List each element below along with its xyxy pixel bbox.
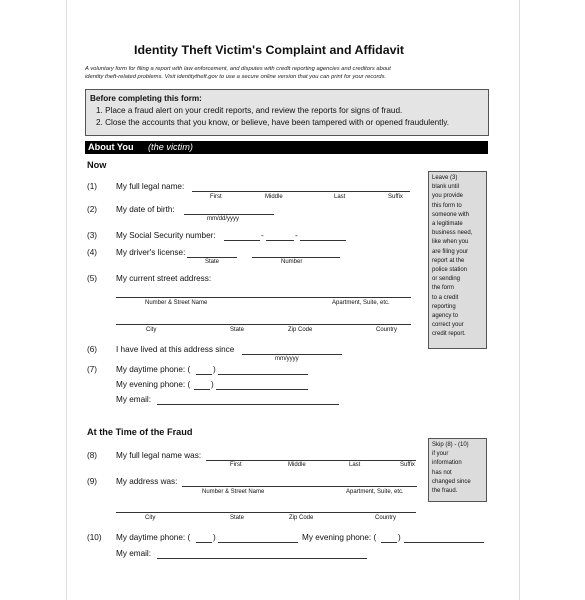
q1-number: (1) — [87, 182, 98, 191]
q7-number: (7) — [87, 365, 98, 374]
q6-number: (6) — [87, 345, 98, 354]
since-format-caption: mm/yyyy — [275, 356, 299, 362]
q8-label: My full legal name was: — [116, 451, 202, 460]
past-evening-phone-field[interactable] — [404, 542, 484, 543]
before-item-1: 1. Place a fraud alert on your credit reports, and review the reports for signs of fraud. — [96, 106, 403, 115]
skip-note-line: Skip (8) - (10) — [432, 442, 469, 448]
q7-email-label: My email: — [116, 395, 152, 404]
leave-note-line: are filing your — [432, 248, 469, 255]
past-daytime-close-paren: ) — [213, 533, 216, 542]
q10-evening-label: My evening phone: ( — [302, 533, 377, 542]
past-zip-caption: Zip Code — [289, 515, 314, 521]
license-number-field[interactable] — [252, 257, 340, 258]
past-state-caption: State — [230, 515, 245, 521]
leave-note-line: this form to — [432, 202, 462, 209]
before-item-2: 2. Close the accounts that you know, or believe, have been tampered with or opened fraudulently. — [96, 118, 450, 127]
leave-note-line: blank until — [432, 184, 460, 191]
q9-number: (9) — [87, 477, 98, 486]
street-address-field[interactable] — [116, 297, 411, 298]
dob-field[interactable] — [184, 214, 274, 215]
leave-note-line: agency to — [432, 313, 459, 320]
middle-caption: Middle — [265, 194, 283, 200]
skip-note-line: changed since — [432, 478, 471, 485]
affidavit-page — [70, 30, 510, 600]
document-title: Identity Theft Victim's Complaint and Affidavit — [134, 43, 405, 57]
about-you-bar — [85, 141, 488, 154]
q9-label: My address was: — [116, 477, 178, 486]
apt-caption: Apartment, Suite, etc. — [332, 300, 390, 306]
skip-note-line: has not — [432, 469, 452, 476]
zip-caption: Zip Code — [288, 327, 313, 333]
q2-label: My date of birth: — [116, 205, 175, 214]
past-street-field[interactable] — [182, 486, 417, 487]
daytime-close-paren: ) — [213, 365, 216, 374]
leave-note-line: report at the — [432, 257, 465, 264]
past-first-caption: First — [230, 462, 242, 468]
leave-note-lines — [432, 174, 483, 340]
evening-close-paren: ) — [211, 380, 214, 389]
past-city-caption: City — [145, 515, 156, 521]
license-number-caption: Number — [281, 259, 303, 265]
leave-note-line: reporting — [432, 303, 456, 310]
leave-note-line: to a credit — [432, 294, 459, 301]
leave-note-line: business need, — [432, 230, 473, 237]
past-daytime-phone-field[interactable] — [218, 542, 298, 543]
leave-note-line: police station — [432, 267, 468, 274]
q10-email-label: My email: — [116, 549, 152, 558]
ssn-part-2[interactable] — [266, 240, 294, 241]
q6-label: I have lived at this address since — [116, 345, 235, 354]
q7-daytime-label: My daytime phone: ( — [116, 365, 191, 374]
leave-note-line: or sending — [432, 276, 461, 283]
q7-evening-label: My evening phone: ( — [116, 380, 191, 389]
legal-name-field[interactable] — [192, 191, 410, 192]
past-middle-caption: Middle — [288, 462, 306, 468]
page-edge-left — [66, 0, 67, 600]
now-heading: Now — [87, 160, 107, 170]
lived-since-field[interactable] — [242, 354, 342, 355]
q2-number: (2) — [87, 205, 98, 214]
leave-blank-note — [428, 171, 487, 349]
about-you-paren: (the victim) — [148, 142, 193, 152]
q10-daytime-label: My daytime phone: ( — [116, 533, 191, 542]
q1-label: My full legal name: — [116, 182, 185, 191]
leave-note-line: a legitimate — [432, 221, 463, 228]
intro-line-1: A voluntary form for filing a report with law enforcement, and disputes with credit reporting agencies and creditors about — [85, 66, 391, 72]
suffix-caption: Suffix — [388, 194, 403, 200]
q3-label: My Social Security number: — [116, 231, 216, 240]
intro-line-2: identity theft-related problems. Visit identitytheft.gov to use a secure online version that you can print for your records. — [85, 74, 387, 80]
leave-note-line: correct your — [432, 322, 464, 329]
q5-number: (5) — [87, 274, 98, 283]
ssn-part-3[interactable] — [300, 240, 346, 241]
before-heading: Before completing this form: — [90, 94, 202, 103]
skip-note-lines — [432, 441, 483, 496]
daytime-area-code-field[interactable] — [196, 374, 212, 375]
leave-note-line: the form — [432, 285, 455, 292]
first-caption: First — [210, 194, 222, 200]
skip-note-line: if your — [432, 451, 449, 458]
last-caption: Last — [334, 194, 346, 200]
city-caption: City — [146, 327, 157, 333]
q10-number: (10) — [87, 533, 102, 542]
past-city-state-zip-field[interactable] — [116, 512, 416, 513]
about-you-label: About You — [88, 142, 134, 152]
country-caption: Country — [376, 327, 398, 333]
past-email-field[interactable] — [157, 558, 367, 559]
state-caption: State — [230, 327, 245, 333]
past-evening-area-code-field[interactable] — [381, 542, 397, 543]
past-apt-caption: Apartment, Suite, etc. — [346, 489, 404, 495]
evening-area-code-field[interactable] — [194, 389, 210, 390]
past-daytime-area-code-field[interactable] — [196, 542, 212, 543]
before-completing-box — [85, 89, 489, 136]
skip-note-line: the fraud. — [432, 488, 458, 495]
leave-note-line: you provide — [432, 193, 464, 200]
past-last-caption: Last — [349, 462, 361, 468]
leave-note-line: someone with — [432, 211, 470, 218]
fraud-heading: At the Time of the Fraud — [87, 427, 193, 437]
city-state-zip-field[interactable] — [116, 324, 411, 325]
skip-note — [428, 438, 487, 502]
q3-number: (3) — [87, 231, 98, 240]
past-country-caption: Country — [375, 515, 397, 521]
street-caption: Number & Street Name — [145, 300, 208, 306]
leave-note-line: like when you — [432, 239, 469, 246]
license-state-field[interactable] — [187, 257, 237, 258]
past-name-field[interactable] — [206, 460, 416, 461]
q8-number: (8) — [87, 451, 98, 460]
ssn-dash-1: - — [261, 231, 264, 240]
email-field[interactable] — [157, 404, 339, 405]
dob-format-caption: mm/dd/yyyy — [207, 216, 240, 222]
evening-phone-field[interactable] — [216, 389, 308, 390]
ssn-dash-2: - — [295, 231, 298, 240]
past-evening-close-paren: ) — [398, 533, 401, 542]
daytime-phone-field[interactable] — [218, 374, 308, 375]
q4-label: My driver's license: — [116, 248, 186, 257]
past-street-caption: Number & Street Name — [202, 489, 265, 495]
leave-note-line: credit report. — [432, 331, 466, 338]
skip-note-line: information — [432, 460, 462, 467]
license-state-caption: State — [205, 259, 220, 265]
leave-note-line: Leave (3) — [432, 175, 458, 181]
page-edge-right — [519, 0, 520, 600]
past-suffix-caption: Suffix — [400, 462, 415, 468]
q4-number: (4) — [87, 248, 98, 257]
ssn-part-1[interactable] — [224, 240, 260, 241]
q5-label: My current street address: — [116, 274, 212, 283]
